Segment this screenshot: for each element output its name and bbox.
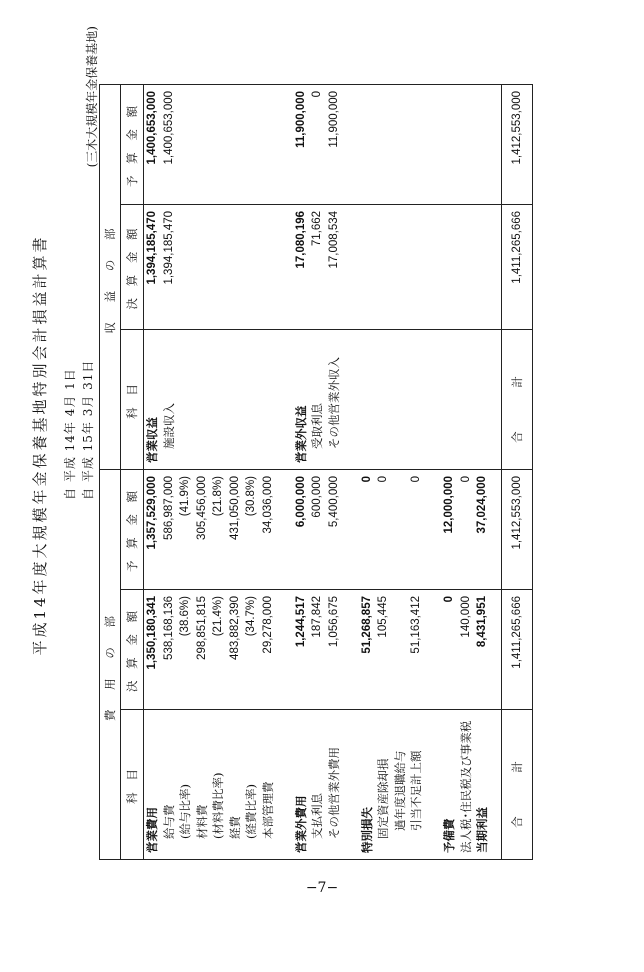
expense-item-label: 給与費 [161,804,176,839]
revenue-item-label [194,336,211,463]
expense-item-label: 当期利益 [475,807,489,853]
expense-actual-value: 105,445 [377,596,389,638]
revenue-actual-value [227,211,244,323]
expense-actual-value: 51,268,857 [360,596,373,654]
revenue-budget-value: 1,400,653,000 [146,90,158,165]
expense-item-label: (給与比率) [178,784,192,839]
expense-actual-value: 483,882,390 [228,596,241,660]
revenue-budget-value [276,91,293,198]
revenue-item-header: 科 目 [121,329,144,469]
revenue-item-label [177,336,194,463]
expense-item-label: 特別損失 [359,807,374,853]
expense-budget-value: 34,036,000 [261,475,274,534]
expense-item-label: 予備費 [442,818,456,853]
expense-budget-value [425,476,442,583]
period-to: 自 平成 15年 3月 31日 [81,359,95,500]
entity-name: (三木大規模年金保養基地) [85,26,99,168]
revenue-item-column [144,329,502,469]
expense-actual-value: 298,851,815 [195,596,208,660]
expense-budget-value: (41.9%) [179,475,191,517]
revenue-actual-value [194,211,211,323]
expense-section-header: 費 用 の 部 [100,469,121,859]
expense-budget-value: 600,000 [311,475,323,518]
revenue-budget-value: 0 [311,90,323,98]
expense-item-label: 経費 [227,816,242,839]
revenue-actual-value: 17,008,534 [327,210,340,269]
expense-item-label: 過年度退職給与 [392,750,407,831]
expense-actual-value [276,596,293,703]
revenue-total-label: 合 計 [502,329,533,469]
revenue-actual-value: 17,080,196 [294,210,307,269]
expense-actual-value: (38.6%) [179,596,191,637]
expense-actual-header: 決 算 金 額 [121,590,144,710]
revenue-actual-value [260,211,277,323]
expense-item-label: 営業外費用 [293,795,308,853]
expense-actual-value: 1,350,180,341 [146,596,158,670]
expense-budget-value [276,476,293,583]
revenue-budget-header: 予 算 金 額 [121,84,144,204]
expense-budget-value: 6,000,000 [294,475,307,528]
expense-budget-value: 431,050,000 [228,475,241,540]
expense-total-label: 合 計 [502,710,533,860]
revenue-actual-column [144,204,502,329]
expense-budget-value: 0 [377,475,389,483]
expense-item-column [144,710,502,860]
expense-item-label [425,716,442,853]
expense-actual-value: 140,000 [459,596,472,638]
revenue-total-budget: 1,412,553,000 [502,84,533,204]
revenue-actual-value: 1,394,185,470 [162,210,175,285]
expense-actual-value: 1,056,675 [327,596,340,648]
expense-budget-value: 1,357,529,000 [146,475,158,550]
revenue-budget-value [243,91,260,198]
expense-actual-value: 0 [443,596,455,603]
expense-total-budget: 1,412,553,000 [502,469,533,589]
revenue-item-label: 施設収入 [161,402,176,449]
revenue-budget-column [144,84,502,204]
expense-item-label [276,716,293,853]
rotated-statement-sheet [15,0,605,890]
expense-budget-value: 0 [410,475,422,483]
revenue-actual-value [210,211,227,323]
revenue-budget-value [227,91,244,198]
expense-item-label: 支払利息 [310,793,324,839]
revenue-budget-value [210,91,227,198]
revenue-actual-header: 決 算 金 額 [121,204,144,329]
expense-budget-value: 5,400,000 [327,475,340,528]
expense-actual-column [144,590,502,710]
expense-item-label: 固定資産除却損 [376,758,390,839]
period-from: 自 平成 14年 4月 1日 [63,368,77,500]
expense-actual-value [392,596,409,703]
expense-actual-value: 29,278,000 [261,596,274,654]
expense-budget-value: 305,456,000 [195,475,208,540]
revenue-actual-value: 71,662 [311,210,323,247]
expense-actual-value: 1,244,517 [294,596,307,648]
revenue-actual-value [243,211,260,323]
revenue-budget-value [177,91,194,198]
expense-actual-value: 51,163,412 [410,596,422,654]
expense-item-label: 引当不足計上額 [409,750,423,831]
expense-item-label: (経費比率) [244,784,258,839]
revenue-actual-value: 1,394,185,470 [146,210,158,285]
page-number: −7− [305,880,339,896]
expense-actual-value [425,596,442,703]
expense-budget-value [342,476,359,583]
revenue-section-header: 収 益 の 部 [100,84,121,469]
expense-item-header: 科 目 [121,710,144,860]
expense-item-label [342,716,359,853]
expense-actual-value: 8,431,951 [476,596,488,648]
expense-budget-header: 予 算 金 額 [121,469,144,589]
revenue-budget-value: 11,900,000 [327,90,340,148]
revenue-item-label [227,336,244,463]
revenue-item-label: 受取利息 [310,402,324,449]
document-title: 平成14年度大規模年金保養基地特別会計損益計算書 [31,234,49,656]
revenue-budget-value: 11,900,000 [294,90,307,148]
expense-budget-column [144,469,502,589]
revenue-total-actual: 1,411,265,666 [502,204,533,329]
revenue-item-label: 営業外収益 [293,405,308,463]
expense-budget-value: 586,987,000 [162,475,175,540]
expense-item-label: その他営業外費用 [326,747,341,839]
income-statement-table [99,84,533,860]
expense-budget-value: (21.8%) [212,475,224,517]
expense-budget-value: 0 [459,475,472,483]
expense-actual-value: (34.7%) [245,596,257,637]
expense-actual-value: 187,842 [311,596,323,638]
revenue-actual-value [276,211,293,323]
revenue-item-label: その他営業外収入 [326,356,341,449]
expense-item-label: (材料費比率) [211,772,225,839]
expense-budget-value: 37,024,000 [476,475,488,534]
expense-actual-value: (21.4%) [212,596,224,637]
revenue-budget-value: 1,400,653,000 [162,90,175,165]
revenue-budget-value [260,91,277,198]
revenue-item-label: 営業収益 [145,416,159,463]
expense-item-label: 材料費 [194,804,209,839]
revenue-item-label [243,336,260,463]
revenue-actual-value [177,211,194,323]
expense-budget-value: 0 [360,475,373,483]
expense-budget-value: 12,000,000 [443,475,455,534]
revenue-item-label [260,336,277,463]
expense-total-actual: 1,411,265,666 [502,590,533,710]
expense-actual-value: 538,168,136 [162,596,175,660]
expense-item-label: 営業費用 [145,807,159,853]
revenue-budget-value [194,91,211,198]
expense-budget-value: (30.8%) [245,475,257,517]
expense-budget-value [392,476,409,583]
expense-actual-value [342,596,359,703]
expense-item-label: 法人税･住民税及び事業税 [458,720,473,853]
expense-item-label: 本部管理費 [260,781,275,839]
revenue-item-label [276,336,293,463]
revenue-item-label [210,336,227,463]
